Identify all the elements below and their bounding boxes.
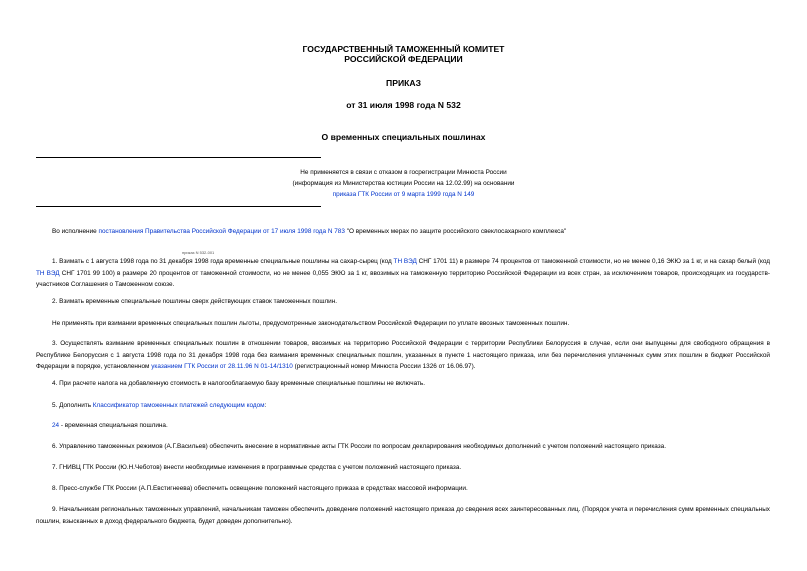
- preamble-link[interactable]: постановления Правительства Российской Федерации от 17 июля 1998 года N 783: [98, 228, 345, 235]
- item-5-link[interactable]: Классификатор таможенных платежей следующим кодом: [92, 402, 265, 409]
- item-1: [36, 256, 770, 291]
- item-3-text-b: (регистрационный номер Минюста России 1326 от 16.06.97).: [292, 363, 476, 370]
- divider-top: [36, 157, 321, 158]
- preamble: [36, 226, 770, 238]
- item-3: [36, 338, 770, 373]
- item-8: 8. Пресс-службе ГТК России (А.П.Евстигнеева) обеспечить освещение положений настоящего приказа в средствах массовой информации.: [52, 485, 468, 492]
- item-5: [36, 400, 770, 412]
- status-note-link[interactable]: приказа ГТК России от 9 марта 1999 года N 149: [332, 191, 475, 198]
- agency-title-line2: РОССИЙСКОЙ ФЕДЕРАЦИИ: [344, 54, 463, 64]
- preamble-rest: "О временных мерах по защите российского свеклосахарного комплекса": [344, 228, 567, 235]
- status-note-line2: (информация из Министерства юстиции России на 12.02.99) на основании: [292, 180, 515, 187]
- item-1-link-tnved-1[interactable]: ТН ВЭД: [393, 258, 417, 265]
- item-5-code-text: - временная специальная пошлина.: [59, 422, 168, 429]
- item-7: 7. ГНИВЦ ГТК России (Ю.Н.Чеботов) внести необходимые изменения в программные средства с учетом положений настоящего приказа.: [52, 464, 462, 471]
- doc-date-number: от 31 июля 1998 года N 532: [346, 100, 461, 110]
- item-5-text-b: :: [264, 402, 267, 409]
- item-6: 6. Управлению таможенных режимов (А.Г.Васильев) обеспечить внесение в нормативные акты ГТК России по вопросам декларирования необходимых дополнений с учетом положений настоящего приказа.: [52, 443, 667, 450]
- item-3-text-a: 3. Осуществлять взимание временных специальных пошлин в отношении товаров, ввозимых на территорию Российской Федерации с территории Республики Белоруссия в случае, если они выпущены для свободного обращения в Республике Белоруссия с 1 августа 1998 года по 31 декабря 1998 года без взимания временных специальных пошлин, указанных в пункте 1 настоящего приказа, или без перечисления уплаченных сумм этих пошлин в бюджет Российской Федерации в порядке, установленном: [36, 340, 770, 370]
- item-2: 2. Взимать временные специальные пошлины сверх действующих ставок таможенных пошлин.: [52, 298, 338, 305]
- item-5-code-link[interactable]: 24: [52, 422, 60, 429]
- preamble-intro: Во исполнение: [52, 228, 99, 235]
- tiny-mark: приказ N 532-001: [182, 250, 215, 255]
- item-1-text-a: 1. Взимать с 1 августа 1998 года по 31 декабря 1998 года временные специальные пошлины на сахар-сырец (код: [52, 258, 394, 265]
- item-1-link-tnved-2[interactable]: ТН ВЭД: [36, 269, 60, 277]
- item-1-text-b: СНГ 1701 11) в размере 74 процентов от таможенной стоимости, но не менее 0,16 ЭКЮ за 1 кг, и на сахар белый (код: [416, 258, 771, 265]
- item-3-link[interactable]: указанием ГТК России от 28.11.96 N 01-14/1310: [151, 363, 293, 370]
- status-note-line1: Не применяется в связи с отказом в госрегистрации Минюста России: [300, 169, 507, 176]
- item-4: 4. При расчете налога на добавленную стоимость в налогооблагаемую базу временные специальные пошлины не включать.: [52, 380, 426, 387]
- doc-subject: О временных специальных пошлинах: [321, 132, 486, 142]
- item-9: 9. Начальникам региональных таможенных управлений, начальникам таможен обеспечить доведение положений настоящего приказа до сведения всех заинтересованных лиц. (Порядок учета и перечисления сумм временных специальных пошлин, взысканных в доход федерального бюджета, будет доведен дополнительно).: [36, 506, 770, 525]
- divider-bottom: [36, 206, 321, 207]
- agency-title-line1: ГОСУДАРСТВЕННЫЙ ТАМОЖЕННЫЙ КОМИТЕТ: [302, 44, 505, 54]
- item-1-text-c: СНГ 1701 99 100) в размере 20 процентов от таможенной стоимости, но не менее 0,055 ЭКЮ за 1 кг, ввозимых на таможенную территорию Российской Федерации из всех стран, за исключением товаров, происходящих из государств-участников Соглашения о Таможенном союзе.: [36, 269, 770, 288]
- item-5-text-a: 5. Дополнить: [52, 402, 93, 409]
- item-5-code: [36, 420, 770, 432]
- doc-type: ПРИКАЗ: [386, 78, 421, 88]
- status-note: [200, 167, 607, 200]
- item-2b: Не применять при взимании временных специальных пошлин льготы, предусмотренные законодательством Российской Федерации по уплате ввозных таможенных пошлин.: [52, 320, 570, 327]
